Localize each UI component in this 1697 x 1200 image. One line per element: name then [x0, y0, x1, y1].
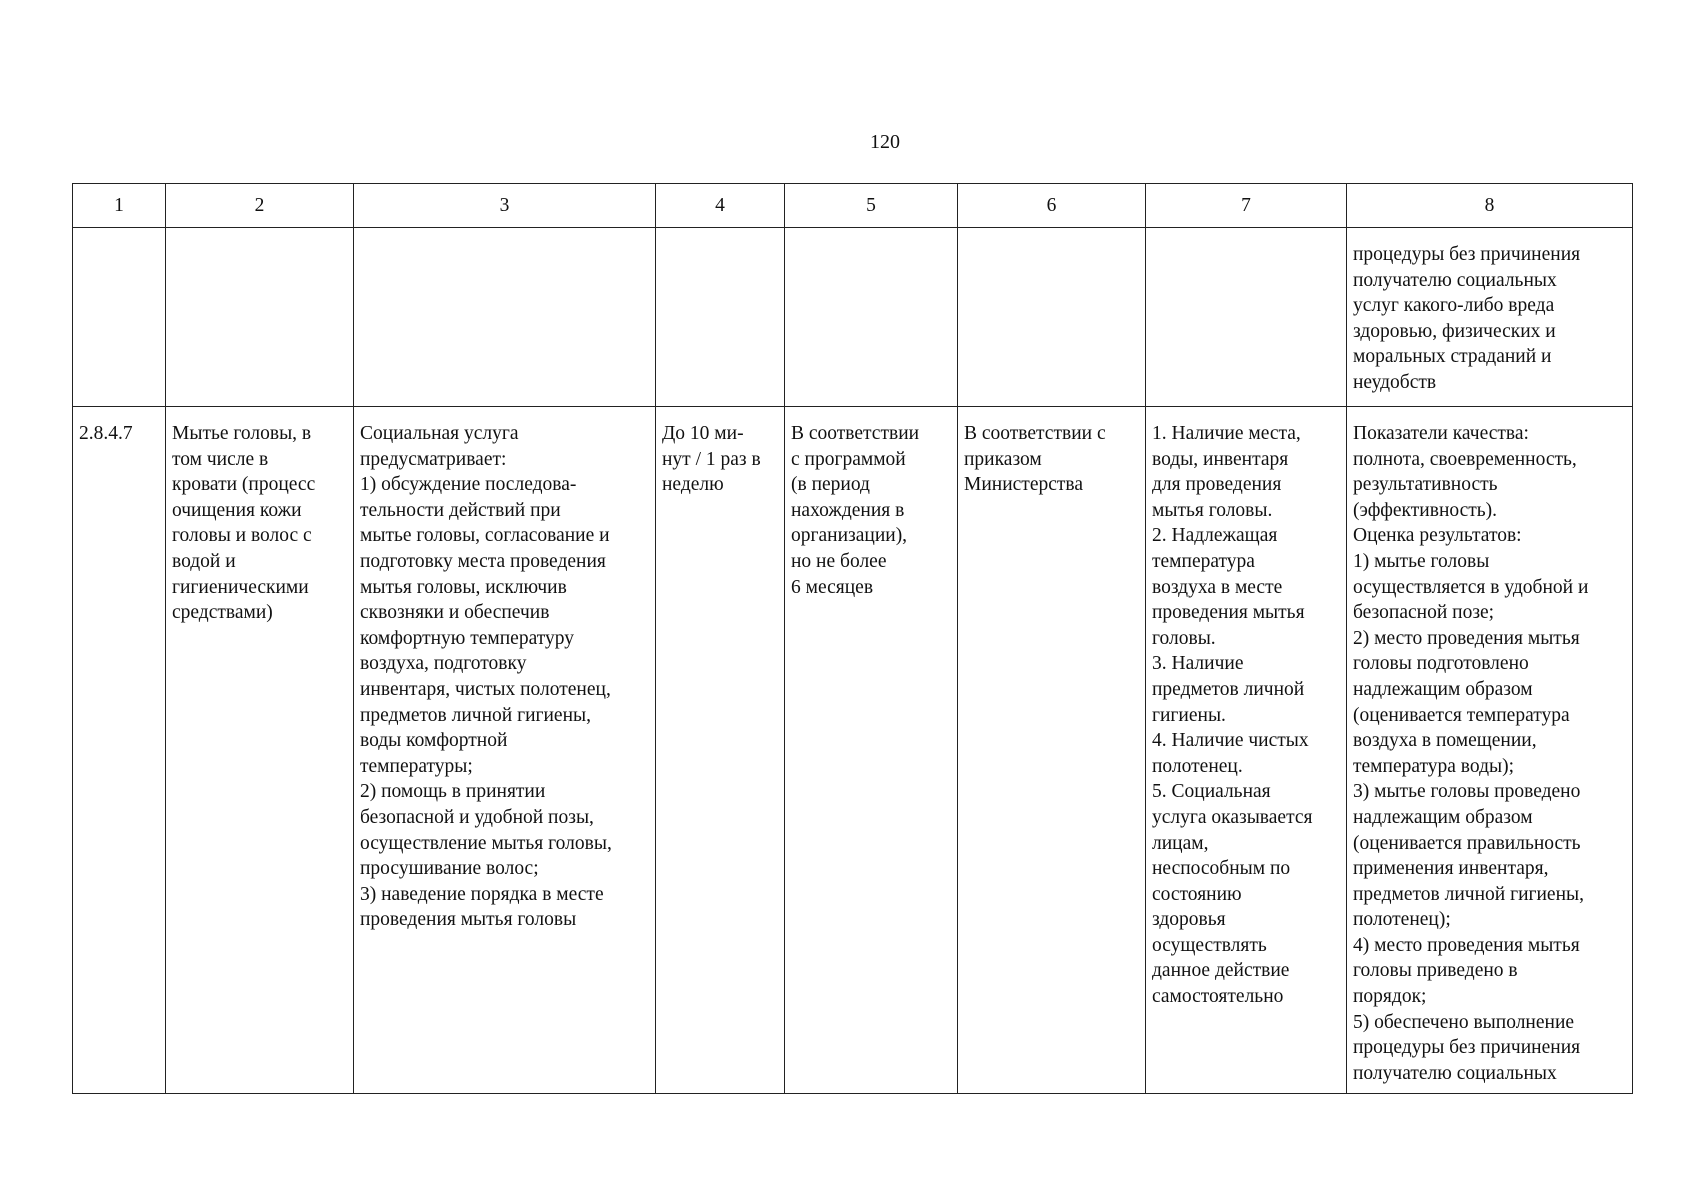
continued-quality-text [1347, 228, 1633, 407]
service-conditions-cell [1146, 407, 1347, 1094]
empty-cell [1146, 228, 1347, 407]
service-tariff-cell [958, 407, 1146, 1094]
services-table [72, 183, 1633, 1094]
empty-cell [958, 228, 1146, 407]
service-tariff: В соответствии с приказом Министерства [964, 423, 1106, 496]
service-duration-cell [656, 407, 785, 1094]
column-number-1: 1 [73, 184, 166, 228]
service-name-cell [166, 407, 354, 1094]
column-number-8: 8 [1347, 184, 1633, 228]
service-name: Мытье головы, в том числе в кровати (процесс очищения кожи головы и волос с водой и гигиеническими средствами) [172, 423, 316, 624]
service-term: В соответствии с программой (в период нахождения в организации), но не более 6 месяцев [791, 423, 920, 598]
empty-cell [354, 228, 656, 407]
empty-cell [785, 228, 958, 407]
service-term-cell [785, 407, 958, 1094]
column-number-7: 7 [1146, 184, 1347, 228]
column-number-4: 4 [656, 184, 785, 228]
continued-quality-text-content: процедуры без причинения получателю социальных услуг какого-либо вреда здоровью, физических и моральных страданий и неудобств [1353, 244, 1581, 393]
service-code-cell [73, 407, 166, 1094]
table-row-continuation [73, 228, 1633, 407]
column-number-5: 5 [785, 184, 958, 228]
service-description-cell [354, 407, 656, 1094]
service-quality: Показатели качества: полнота, своевременность, результативность (эффективность). Оценка результатов: 1) мытье головы осуществляется в удобной и безопасной позе; 2) место проведения мытья головы подготовлено надлежащим образом (оценивается температура воздуха в помещении, температура воды); 3) мытье головы проведено надлежащим образом (оценивается правильность применения инвентаря, предметов личной гигиены, полотенец); 4) место проведения мытья головы приведено в порядок; 5) обеспечено выполнение процедуры без причинения получателю социальных [1353, 423, 1589, 1084]
table-header-row [73, 184, 1633, 228]
empty-cell [166, 228, 354, 407]
service-description: Социальная услуга предусматривает: 1) обсуждение последова- тельности действий при мытье головы, согласование и подготовку места проведения мытья головы, исключив сквозняки и обеспечив комфортную температуру воздуха, подготовку инвентаря, чистых полотенец, предметов личной гигиены, воды комфортной температуры; 2) помощь в принятии безопасной и удобной позы, осуществление мытья головы, просушивание волос; 3) наведение порядка в месте проведения мытья головы [360, 423, 612, 931]
service-code: 2.8.4.7 [79, 423, 133, 444]
column-number-6: 6 [958, 184, 1146, 228]
table-row-service [73, 407, 1633, 1094]
column-number-3: 3 [354, 184, 656, 228]
service-conditions: 1. Наличие места, воды, инвентаря для проведения мытья головы. 2. Надлежащая температура воздуха в месте проведения мытья головы. 3. Наличие предметов личной гигиены. 4. Наличие чистых полотенец. 5. Социальная услуга оказывается лицам, неспособным по состоянию здоровья осуществлять данное действие самостоятельно [1152, 423, 1313, 1008]
page-number: 120 [870, 131, 900, 153]
service-quality-cell [1347, 407, 1633, 1094]
empty-cell [656, 228, 785, 407]
empty-cell [73, 228, 166, 407]
service-duration: До 10 ми- нут / 1 раз в неделю [662, 423, 761, 496]
column-number-2: 2 [166, 184, 354, 228]
